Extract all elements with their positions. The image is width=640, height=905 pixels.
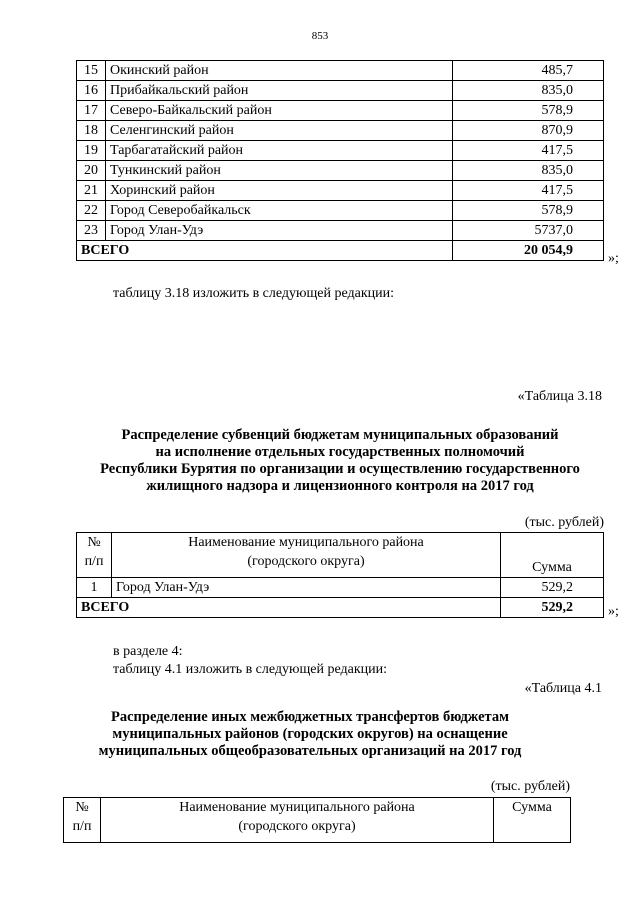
table-reference: «Таблица 3.18 [517, 389, 602, 404]
total-label: ВСЕГО [77, 598, 501, 618]
table-row [77, 121, 604, 141]
header-sum: Сумма [494, 798, 571, 843]
table-row [77, 578, 604, 598]
table-4-1 [63, 797, 571, 843]
header-sum: Сумма [501, 533, 604, 578]
title-line: муниципальных общеобразовательных организаций на 2017 год [98, 743, 522, 759]
row-name: Селенгинский район [106, 121, 453, 141]
header-number [64, 798, 101, 843]
header-number-line: п/п [72, 819, 92, 834]
row-sum: 485,7 [453, 61, 604, 81]
row-name: Окинский район [106, 61, 453, 81]
table-row [77, 221, 604, 241]
table-row [77, 81, 604, 101]
row-name: Город Улан-Удэ [106, 221, 453, 241]
table-row [77, 141, 604, 161]
row-sum: 417,5 [453, 141, 604, 161]
header-name-line: Наименование муниципального района [179, 800, 415, 815]
continued-table-body [77, 61, 604, 241]
table-row [77, 201, 604, 221]
row-sum: 578,9 [453, 201, 604, 221]
table-3-18-title [0, 427, 640, 495]
row-name: Город Северобайкальск [106, 201, 453, 221]
row-number: 15 [77, 61, 106, 81]
title-line: Распределение иных межбюджетных трансфертов бюджетам [111, 709, 509, 725]
total-row [77, 241, 604, 261]
title-line: на исполнение отдельных государственных полномочий [155, 444, 525, 460]
table-row [77, 161, 604, 181]
table-header-row [77, 533, 604, 578]
row-sum: 529,2 [501, 578, 604, 598]
row-sum: 578,9 [453, 101, 604, 121]
row-number: 19 [77, 141, 106, 161]
row-name: Город Улан-Удэ [112, 578, 501, 598]
continued-table [76, 60, 604, 261]
title-line: Республики Бурятия по организации и осуществлению государственного [100, 461, 580, 477]
instruction-paragraph: в разделе 4: [113, 644, 183, 659]
row-sum: 835,0 [453, 81, 604, 101]
table-reference: «Таблица 4.1 [524, 681, 602, 696]
header-number-line: № [87, 535, 101, 550]
table-header-row [64, 798, 571, 843]
total-label: ВСЕГО [77, 241, 453, 261]
table-3-18 [76, 532, 604, 618]
header-name-line: (городского округа) [247, 554, 365, 569]
title-line: муниципальных районов (городских округов) на оснащение [112, 726, 508, 742]
header-number [77, 533, 112, 578]
row-name: Тункинский район [106, 161, 453, 181]
table-4-1-title [0, 709, 640, 760]
units-label: (тыс. рублей) [490, 779, 570, 794]
header-name-line: Наименование муниципального района [188, 535, 424, 550]
row-sum: 5737,0 [453, 221, 604, 241]
row-name: Тарбагатайский район [106, 141, 453, 161]
row-number: 20 [77, 161, 106, 181]
title-line: жилищного надзора и лицензионного контроля на 2017 год [146, 478, 534, 494]
row-number: 17 [77, 101, 106, 121]
table-row [77, 101, 604, 121]
row-number: 16 [77, 81, 106, 101]
instruction-paragraph: таблицу 4.1 изложить в следующей редакции: [113, 662, 388, 677]
header-name-line: (городского округа) [238, 819, 356, 834]
header-name [112, 533, 501, 578]
row-number: 18 [77, 121, 106, 141]
row-name: Хоринский район [106, 181, 453, 201]
row-sum: 835,0 [453, 161, 604, 181]
row-number: 23 [77, 221, 106, 241]
total-value: 20 054,9 [453, 241, 604, 261]
row-number: 22 [77, 201, 106, 221]
units-label: (тыс. рублей) [524, 515, 604, 530]
table-row [77, 181, 604, 201]
closing-quote: »; [608, 604, 619, 619]
header-number-line: п/п [84, 554, 104, 569]
row-name: Прибайкальский район [106, 81, 453, 101]
row-name: Северо-Байкальский район [106, 101, 453, 121]
total-value: 529,2 [501, 598, 604, 618]
row-number: 1 [77, 578, 112, 598]
page-number: 853 [311, 30, 329, 42]
total-row [77, 598, 604, 618]
row-sum: 417,5 [453, 181, 604, 201]
table-row [77, 61, 604, 81]
title-line: Распределение субвенций бюджетам муниципальных образований [121, 427, 559, 443]
closing-quote: »; [608, 251, 619, 266]
row-number: 21 [77, 181, 106, 201]
header-name [101, 798, 494, 843]
instruction-paragraph: таблицу 3.18 изложить в следующей редакции: [113, 286, 395, 301]
header-number-line: № [75, 800, 89, 815]
row-sum: 870,9 [453, 121, 604, 141]
